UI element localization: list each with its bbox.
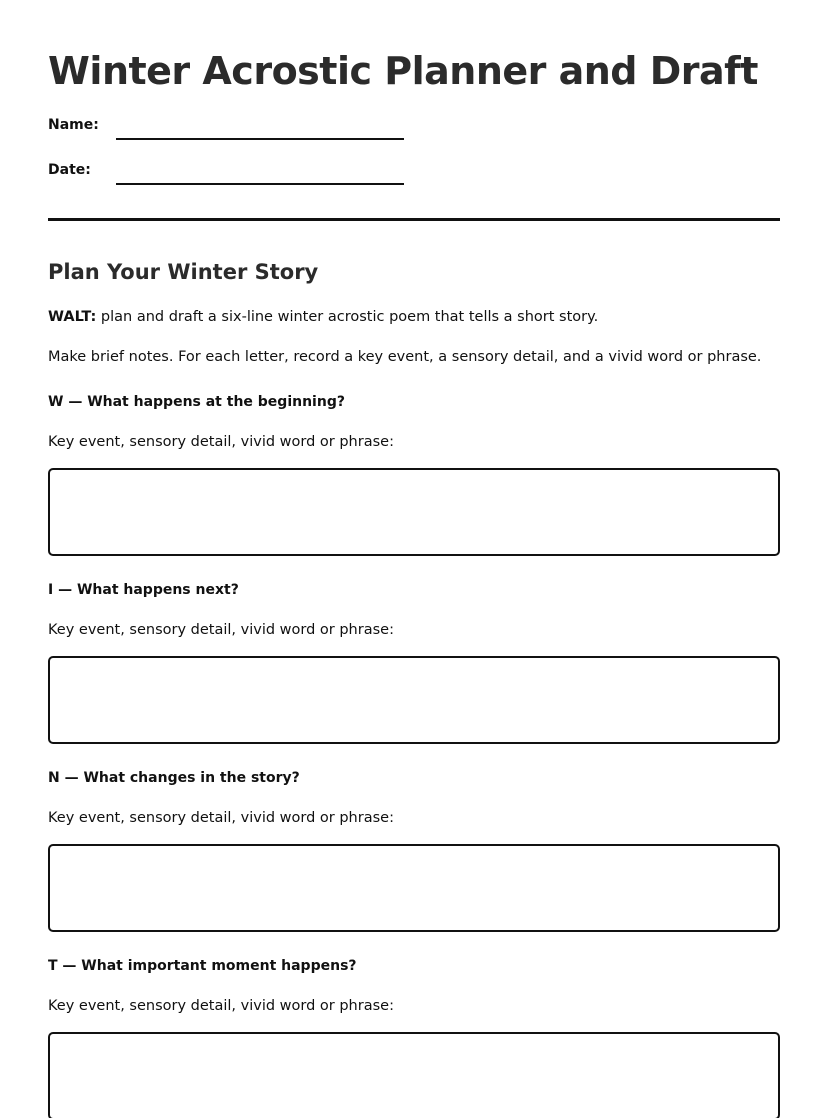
- notes-box-i[interactable]: [48, 656, 780, 744]
- letter-prompt: Key event, sensory detail, vivid word or phrase:: [48, 434, 394, 450]
- letter-prompt: Key event, sensory detail, vivid word or phrase:: [48, 622, 394, 638]
- header-divider: [48, 218, 780, 221]
- date-label: Date:: [48, 162, 91, 178]
- walt-statement: [48, 307, 598, 327]
- letter-prompt: Key event, sensory detail, vivid word or phrase:: [48, 998, 394, 1014]
- letter-block-t: [48, 956, 780, 1116]
- letter-heading: T — What important moment happens?: [48, 958, 357, 974]
- letter-block-w: [48, 392, 780, 552]
- walt-text: plan and draft a six-line winter acrostic poem that tells a short story.: [96, 309, 599, 325]
- letter-block-i: [48, 580, 780, 740]
- instructions: Make brief notes. For each letter, record a key event, a sensory detail, and a vivid word or phrase.: [48, 349, 762, 365]
- letter-block-n: [48, 768, 780, 928]
- date-field-row: [48, 161, 408, 185]
- letter-heading: I — What happens next?: [48, 582, 239, 598]
- date-field[interactable]: [116, 183, 404, 185]
- letter-heading: N — What changes in the story?: [48, 770, 300, 786]
- section-title: Plan Your Winter Story: [48, 260, 319, 284]
- name-label: Name:: [48, 117, 99, 133]
- walt-label: WALT:: [48, 309, 97, 325]
- page-title: Winter Acrostic Planner and Draft: [48, 49, 758, 93]
- notes-box-w[interactable]: [48, 468, 780, 556]
- letter-heading: W — What happens at the beginning?: [48, 394, 345, 410]
- letter-prompt: Key event, sensory detail, vivid word or phrase:: [48, 810, 394, 826]
- name-field-row: [48, 116, 408, 140]
- notes-box-n[interactable]: [48, 844, 780, 932]
- name-field[interactable]: [116, 138, 404, 140]
- notes-box-t[interactable]: [48, 1032, 780, 1118]
